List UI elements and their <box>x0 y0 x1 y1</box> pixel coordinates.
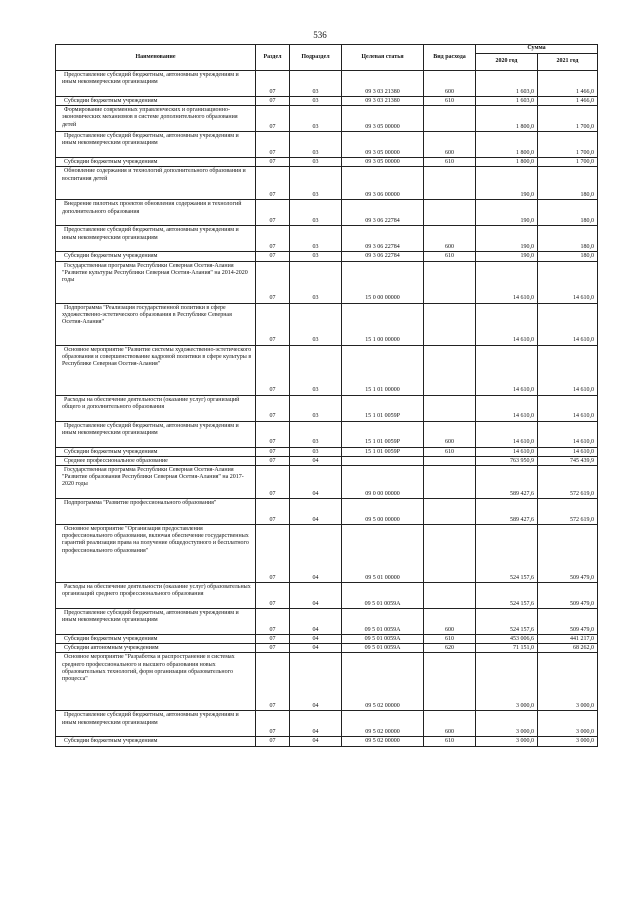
cell-target: 09 3 06 22784 <box>342 252 424 261</box>
cell-2021: 572 619,0 <box>538 465 598 498</box>
table-row <box>56 167 598 200</box>
header-year-2020: 2020 год <box>476 54 538 71</box>
cell-section: 07 <box>256 345 290 395</box>
cell-name: Государственная программа Республики Северная Осетия-Алания "Развитие образования Республики Северная Осетия-Алания" на 2017-2020 годы <box>56 465 256 498</box>
cell-2021: 745 439,9 <box>538 456 598 465</box>
cell-2021: 14 610,0 <box>538 303 598 345</box>
cell-target: 15 1 01 0059Р <box>342 447 424 456</box>
table-row <box>56 132 598 158</box>
cell-subsection: 03 <box>290 395 342 421</box>
cell-target: 09 3 05 00000 <box>342 158 424 167</box>
cell-name: Среднее профессиональное образование <box>56 456 256 465</box>
cell-section: 07 <box>256 395 290 421</box>
cell-section: 07 <box>256 447 290 456</box>
cell-subsection: 04 <box>290 737 342 746</box>
cell-expense-type <box>424 456 476 465</box>
cell-target: 15 1 01 0059Р <box>342 395 424 421</box>
cell-2021: 3 000,0 <box>538 653 598 711</box>
cell-2021: 3 000,0 <box>538 711 598 737</box>
cell-section: 07 <box>256 261 290 303</box>
table-row <box>56 644 598 653</box>
header-name: Наименование <box>56 45 256 71</box>
cell-2021: 1 466,0 <box>538 71 598 97</box>
cell-2021: 68 262,0 <box>538 644 598 653</box>
cell-target: 09 3 05 00000 <box>342 132 424 158</box>
table-row <box>56 158 598 167</box>
table-row <box>56 447 598 456</box>
cell-subsection: 03 <box>290 252 342 261</box>
cell-name: Подпрограмма "Реализация государственной политики в сфере художественно-эстетического образования в Республике Северная Осетия-Алания" <box>56 303 256 345</box>
cell-name: Внедрение пилотных проектов обновления содержания и технологий дополнительного образования <box>56 200 256 226</box>
cell-2020: 14 610,0 <box>476 345 538 395</box>
cell-expense-type <box>424 653 476 711</box>
cell-name: Субсидии бюджетным учреждениям <box>56 158 256 167</box>
cell-target <box>342 456 424 465</box>
cell-target: 09 3 06 00000 <box>342 167 424 200</box>
cell-2020: 190,0 <box>476 252 538 261</box>
cell-target: 09 3 03 21380 <box>342 71 424 97</box>
cell-target: 09 5 02 00000 <box>342 711 424 737</box>
cell-section: 07 <box>256 498 290 524</box>
cell-subsection: 03 <box>290 345 342 395</box>
cell-section: 07 <box>256 167 290 200</box>
cell-expense-type: 600 <box>424 421 476 447</box>
table-row <box>56 200 598 226</box>
cell-expense-type <box>424 106 476 132</box>
cell-target: 09 5 02 00000 <box>342 653 424 711</box>
cell-target: 09 3 05 00000 <box>342 106 424 132</box>
cell-2020: 524 157,6 <box>476 582 538 608</box>
cell-2021: 509 479,0 <box>538 582 598 608</box>
cell-2020: 1 800,0 <box>476 106 538 132</box>
cell-expense-type <box>424 200 476 226</box>
cell-2020: 453 006,6 <box>476 634 538 643</box>
cell-name: Предоставление субсидий бюджетным, автономным учреждениям и иным некоммерческим организациям <box>56 608 256 634</box>
cell-2020: 1 800,0 <box>476 132 538 158</box>
cell-name: Субсидии бюджетным учреждениям <box>56 634 256 643</box>
cell-subsection: 03 <box>290 97 342 106</box>
table-row <box>56 524 598 582</box>
cell-2020: 3 000,0 <box>476 737 538 746</box>
cell-target: 15 1 01 00000 <box>342 345 424 395</box>
cell-expense-type <box>424 395 476 421</box>
cell-2020: 1 603,0 <box>476 97 538 106</box>
table-row <box>56 303 598 345</box>
cell-section: 07 <box>256 582 290 608</box>
cell-2021: 1 700,0 <box>538 106 598 132</box>
cell-2020: 190,0 <box>476 226 538 252</box>
cell-section: 07 <box>256 200 290 226</box>
cell-2021: 14 610,0 <box>538 421 598 447</box>
cell-target: 15 1 00 00000 <box>342 303 424 345</box>
cell-expense-type <box>424 261 476 303</box>
cell-2020: 190,0 <box>476 200 538 226</box>
cell-section: 07 <box>256 711 290 737</box>
cell-2020: 1 800,0 <box>476 158 538 167</box>
table-row <box>56 737 598 746</box>
cell-expense-type <box>424 303 476 345</box>
cell-2021: 572 619,0 <box>538 498 598 524</box>
cell-2020: 763 950,9 <box>476 456 538 465</box>
table-row <box>56 465 598 498</box>
cell-2021: 180,0 <box>538 167 598 200</box>
cell-expense-type: 600 <box>424 71 476 97</box>
cell-subsection: 03 <box>290 106 342 132</box>
cell-expense-type: 610 <box>424 97 476 106</box>
cell-2020: 71 151,0 <box>476 644 538 653</box>
cell-expense-type: 600 <box>424 132 476 158</box>
cell-name: Субсидии бюджетным учреждениям <box>56 737 256 746</box>
cell-2021: 1 466,0 <box>538 97 598 106</box>
cell-name: Предоставление субсидий бюджетным, автономным учреждениям и иным некоммерческим организациям <box>56 226 256 252</box>
cell-name: Основное мероприятие "Организация предоставления профессионального образования, включая обеспечение государственных гарантий реализации права на получение общедоступного и бесплатного профессионального образования" <box>56 524 256 582</box>
table-row <box>56 226 598 252</box>
cell-name: Основное мероприятие "Разработка и распространение в системах среднего профессионального и высшего образования новых образовательных технологий, форм организации образовательного процесса" <box>56 653 256 711</box>
cell-subsection: 04 <box>290 498 342 524</box>
cell-name: Предоставление субсидий бюджетным, автономным учреждениям и иным некоммерческим организациям <box>56 71 256 97</box>
cell-2021: 14 610,0 <box>538 261 598 303</box>
cell-2021: 14 610,0 <box>538 447 598 456</box>
cell-name: Расходы на обеспечение деятельности (оказание услуг) образовательных организаций среднего профессионального образования <box>56 582 256 608</box>
cell-subsection: 03 <box>290 158 342 167</box>
cell-2020: 14 610,0 <box>476 303 538 345</box>
table-row <box>56 261 598 303</box>
cell-2020: 14 610,0 <box>476 421 538 447</box>
cell-2020: 3 000,0 <box>476 711 538 737</box>
cell-target: 15 1 01 0059Р <box>342 421 424 447</box>
cell-2021: 180,0 <box>538 252 598 261</box>
cell-expense-type <box>424 345 476 395</box>
cell-2021: 1 700,0 <box>538 158 598 167</box>
cell-section: 07 <box>256 653 290 711</box>
cell-name: Расходы на обеспечение деятельности (оказание услуг) организаций общего и дополнительного образования <box>56 395 256 421</box>
cell-2021: 441 217,0 <box>538 634 598 643</box>
cell-section: 07 <box>256 158 290 167</box>
cell-2020: 14 610,0 <box>476 261 538 303</box>
cell-expense-type: 600 <box>424 711 476 737</box>
cell-subsection: 04 <box>290 634 342 643</box>
cell-name: Субсидии бюджетным учреждениям <box>56 447 256 456</box>
header-section: Раздел <box>256 45 290 71</box>
cell-2021: 509 479,0 <box>538 608 598 634</box>
cell-subsection: 03 <box>290 200 342 226</box>
cell-expense-type: 600 <box>424 226 476 252</box>
table-row <box>56 71 598 97</box>
cell-target: 09 3 06 22784 <box>342 200 424 226</box>
cell-target: 09 5 01 0059А <box>342 582 424 608</box>
cell-target: 09 0 00 00000 <box>342 465 424 498</box>
cell-name: Основное мероприятие "Развитие системы художественно-эстетического образования и совершенствование кадровой политики в сфере культуры в Республике Северная Осетия-Алания" <box>56 345 256 395</box>
cell-target: 09 5 01 0059А <box>342 608 424 634</box>
cell-section: 07 <box>256 456 290 465</box>
cell-2021: 180,0 <box>538 226 598 252</box>
cell-section: 07 <box>256 644 290 653</box>
header-sum: Сумма <box>476 45 598 54</box>
cell-target: 09 5 01 00000 <box>342 524 424 582</box>
cell-name: Обновление содержания и технологий дополнительного образования и воспитания детей <box>56 167 256 200</box>
cell-2020: 524 157,6 <box>476 608 538 634</box>
budget-table <box>55 44 598 747</box>
cell-2020: 524 157,6 <box>476 524 538 582</box>
table-row <box>56 252 598 261</box>
table-row <box>56 582 598 608</box>
table-row <box>56 106 598 132</box>
cell-2020: 589 427,6 <box>476 498 538 524</box>
cell-2020: 1 603,0 <box>476 71 538 97</box>
cell-2020: 3 000,0 <box>476 653 538 711</box>
cell-subsection: 03 <box>290 261 342 303</box>
header-subsection: Подраздел <box>290 45 342 71</box>
cell-subsection: 04 <box>290 653 342 711</box>
cell-subsection: 04 <box>290 524 342 582</box>
cell-expense-type: 600 <box>424 608 476 634</box>
cell-subsection: 04 <box>290 608 342 634</box>
cell-2020: 589 427,6 <box>476 465 538 498</box>
cell-2021: 1 700,0 <box>538 132 598 158</box>
cell-subsection: 04 <box>290 465 342 498</box>
cell-2021: 180,0 <box>538 200 598 226</box>
cell-name: Предоставление субсидий бюджетным, автономным учреждениям и иным некоммерческим организациям <box>56 132 256 158</box>
cell-section: 07 <box>256 226 290 252</box>
cell-expense-type: 610 <box>424 158 476 167</box>
cell-target: 09 3 06 22784 <box>342 226 424 252</box>
cell-subsection: 04 <box>290 711 342 737</box>
cell-expense-type <box>424 465 476 498</box>
cell-target: 09 5 02 00000 <box>342 737 424 746</box>
cell-expense-type <box>424 524 476 582</box>
cell-expense-type: 610 <box>424 447 476 456</box>
cell-2021: 3 000,0 <box>538 737 598 746</box>
table-row <box>56 97 598 106</box>
table-row <box>56 498 598 524</box>
cell-section: 07 <box>256 106 290 132</box>
cell-subsection: 03 <box>290 71 342 97</box>
cell-subsection: 04 <box>290 644 342 653</box>
header-expense-type: Вид расхода <box>424 45 476 71</box>
cell-name: Субсидии бюджетным учреждениям <box>56 252 256 261</box>
header-target: Целевая статья <box>342 45 424 71</box>
cell-section: 07 <box>256 737 290 746</box>
cell-expense-type <box>424 498 476 524</box>
table-row <box>56 456 598 465</box>
header-year-2021: 2021 год <box>538 54 598 71</box>
cell-section: 07 <box>256 252 290 261</box>
cell-2020: 190,0 <box>476 167 538 200</box>
cell-section: 07 <box>256 71 290 97</box>
cell-2021: 14 610,0 <box>538 345 598 395</box>
cell-target: 09 5 00 00000 <box>342 498 424 524</box>
cell-name: Предоставление субсидий бюджетным, автономным учреждениям и иным некоммерческим организациям <box>56 711 256 737</box>
cell-2021: 14 610,0 <box>538 395 598 421</box>
cell-target: 09 3 03 21380 <box>342 97 424 106</box>
table-row <box>56 608 598 634</box>
cell-subsection: 03 <box>290 226 342 252</box>
cell-section: 07 <box>256 465 290 498</box>
cell-name: Предоставление субсидий бюджетным, автономным учреждениям и иным некоммерческим организациям <box>56 421 256 447</box>
cell-2020: 14 610,0 <box>476 447 538 456</box>
table-row <box>56 395 598 421</box>
cell-expense-type: 610 <box>424 252 476 261</box>
cell-target: 09 5 01 0059А <box>342 644 424 653</box>
table-row <box>56 634 598 643</box>
cell-subsection: 04 <box>290 582 342 608</box>
cell-section: 07 <box>256 97 290 106</box>
cell-expense-type: 610 <box>424 737 476 746</box>
cell-expense-type <box>424 167 476 200</box>
cell-subsection: 03 <box>290 167 342 200</box>
cell-subsection: 03 <box>290 421 342 447</box>
cell-target: 15 0 00 00000 <box>342 261 424 303</box>
page-number: 536 <box>313 30 327 40</box>
cell-name: Субсидии бюджетным учреждениям <box>56 97 256 106</box>
cell-section: 07 <box>256 524 290 582</box>
table-row <box>56 711 598 737</box>
cell-section: 07 <box>256 634 290 643</box>
cell-subsection: 04 <box>290 456 342 465</box>
cell-name: Формирование современных управленческих и организационно-экономических механизмов в системе дополнительного образования детей <box>56 106 256 132</box>
cell-expense-type: 610 <box>424 634 476 643</box>
table-row <box>56 421 598 447</box>
cell-subsection: 03 <box>290 132 342 158</box>
cell-2021: 509 479,0 <box>538 524 598 582</box>
cell-subsection: 03 <box>290 303 342 345</box>
cell-target: 09 5 01 0059А <box>342 634 424 643</box>
cell-name: Подпрограмма "Развитие профессионального образования" <box>56 498 256 524</box>
cell-expense-type: 620 <box>424 644 476 653</box>
cell-section: 07 <box>256 608 290 634</box>
cell-subsection: 03 <box>290 447 342 456</box>
cell-section: 07 <box>256 303 290 345</box>
cell-expense-type <box>424 582 476 608</box>
cell-name: Государственная программа Республики Северная Осетия-Алания "Развитие культуры Республики Северная Осетия-Алания" на 2014-2020 годы <box>56 261 256 303</box>
cell-section: 07 <box>256 132 290 158</box>
cell-2020: 14 610,0 <box>476 395 538 421</box>
cell-name: Субсидии автономным учреждениям <box>56 644 256 653</box>
cell-section: 07 <box>256 421 290 447</box>
table-row <box>56 653 598 711</box>
table-row <box>56 345 598 395</box>
